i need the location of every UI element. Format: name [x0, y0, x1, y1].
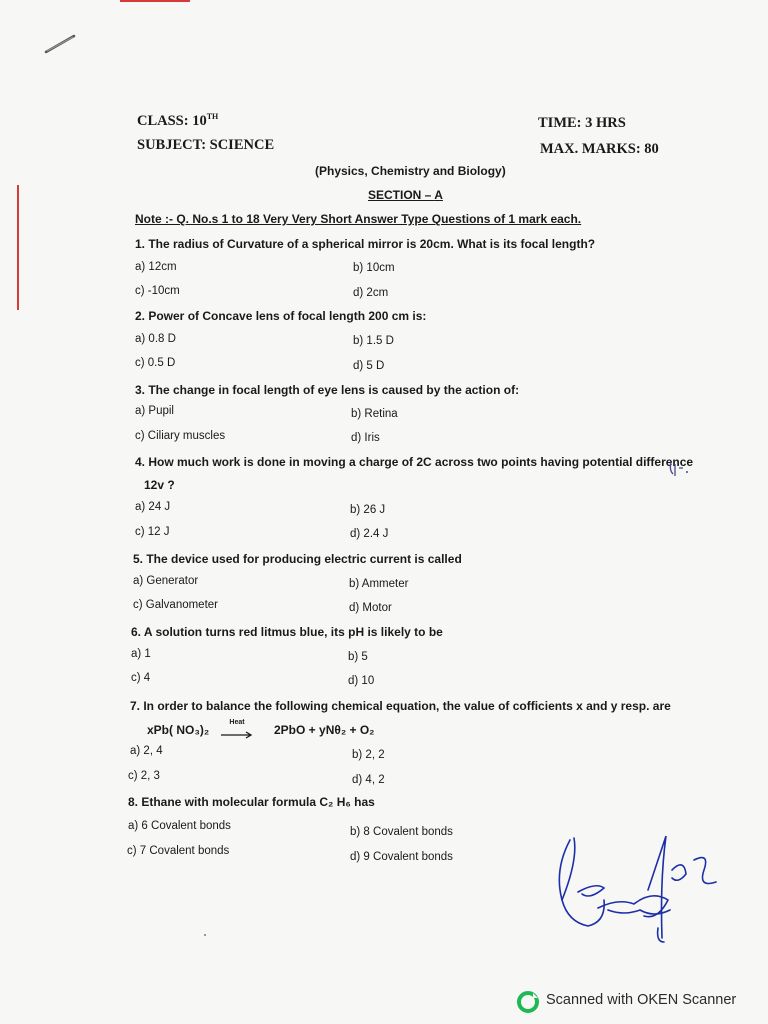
option-6d: d) 10 — [348, 675, 375, 687]
option-5b: b) Ammeter — [349, 578, 409, 590]
question-5: 5. The device used for producing electric current is called — [133, 552, 462, 566]
option-5d: d) Motor — [349, 602, 392, 614]
option-7c: c) 2, 3 — [128, 770, 160, 782]
option-8a: a) 6 Covalent bonds — [128, 820, 231, 832]
stray-dot — [204, 934, 206, 936]
question-6: 6. A solution turns red litmus blue, its pH is likely to be — [131, 625, 443, 639]
equation-right: 2PbO + yNθ₂ + O₂ — [274, 723, 375, 737]
option-2a: a) 0.8 D — [135, 333, 176, 345]
question-3: 3. The change in focal length of eye lens is caused by the action of: — [135, 383, 520, 397]
subtitle: (Physics, Chemistry and Biology) — [315, 164, 506, 178]
option-4b: b) 26 J — [350, 504, 386, 516]
option-7d: d) 4, 2 — [352, 774, 385, 786]
arrow-icon — [220, 731, 254, 739]
option-3d: d) Iris — [351, 432, 380, 444]
time-label: TIME: 3 HRS — [538, 115, 626, 131]
option-6c: c) 4 — [131, 672, 151, 684]
option-7a: a) 2, 4 — [130, 745, 163, 757]
note: Note :- Q. No.s 1 to 18 Very Very Short Answer Type Questions of 1 mark each. — [135, 212, 582, 226]
option-1c: c) -10cm — [135, 285, 180, 297]
option-1d: d) 2cm — [353, 287, 389, 299]
equation-left: xPb( NO₃)₂ — [147, 723, 210, 737]
option-3b: b) Retina — [351, 408, 398, 420]
scan-artifact-top — [120, 0, 190, 2]
option-3c: c) Ciliary muscles — [135, 430, 226, 442]
option-4c: c) 12 J — [135, 526, 170, 538]
pen-mark — [44, 32, 76, 56]
question-4: 4. How much work is done in moving a charge of 2C across two points having potential difference — [135, 455, 694, 469]
option-6a: a) 1 — [131, 648, 151, 660]
marks-label: MAX. MARKS: 80 — [540, 141, 659, 157]
question-2: 2. Power of Concave lens of focal length 200 cm is: — [135, 309, 427, 323]
option-4d: d) 2.4 J — [350, 528, 389, 540]
scanner-watermark: Scanned with OKEN Scanner — [546, 992, 737, 1008]
option-4a: a) 24 J — [135, 501, 171, 513]
question-1: 1. The radius of Curvature of a spherical mirror is 20cm. What is its focal length? — [135, 237, 596, 251]
question-7: 7. In order to balance the following chemical equation, the value of cofficients x and y resp. are — [130, 699, 671, 713]
section-heading: SECTION – A — [368, 188, 443, 202]
option-5c: c) Galvanometer — [133, 599, 219, 611]
option-8d: d) 9 Covalent bonds — [350, 851, 453, 863]
option-2b: b) 1.5 D — [353, 335, 394, 347]
class-label: CLASS: 10TH — [137, 112, 219, 129]
question-8: 8. Ethane with molecular formula C₂ H₆ has — [128, 795, 375, 809]
signature — [548, 830, 748, 950]
option-1a: a) 12cm — [135, 261, 177, 273]
option-7b: b) 2, 2 — [352, 749, 385, 761]
option-2c: c) 0.5 D — [135, 357, 176, 369]
reaction-arrow: Heat — [220, 719, 254, 744]
question-4-cont: 12v ? — [144, 478, 175, 492]
option-6b: b) 5 — [348, 651, 368, 663]
option-5a: a) Generator — [133, 575, 199, 587]
pen-annotation — [667, 458, 691, 480]
option-1b: b) 10cm — [353, 262, 395, 274]
option-8c: c) 7 Covalent bonds — [127, 845, 230, 857]
option-8b: b) 8 Covalent bonds — [350, 826, 453, 838]
option-2d: d) 5 D — [353, 360, 385, 372]
subject-label: SUBJECT: SCIENCE — [137, 137, 275, 153]
scanner-logo-icon — [516, 990, 540, 1014]
scan-artifact-left — [17, 185, 19, 310]
option-3a: a) Pupil — [135, 405, 174, 417]
